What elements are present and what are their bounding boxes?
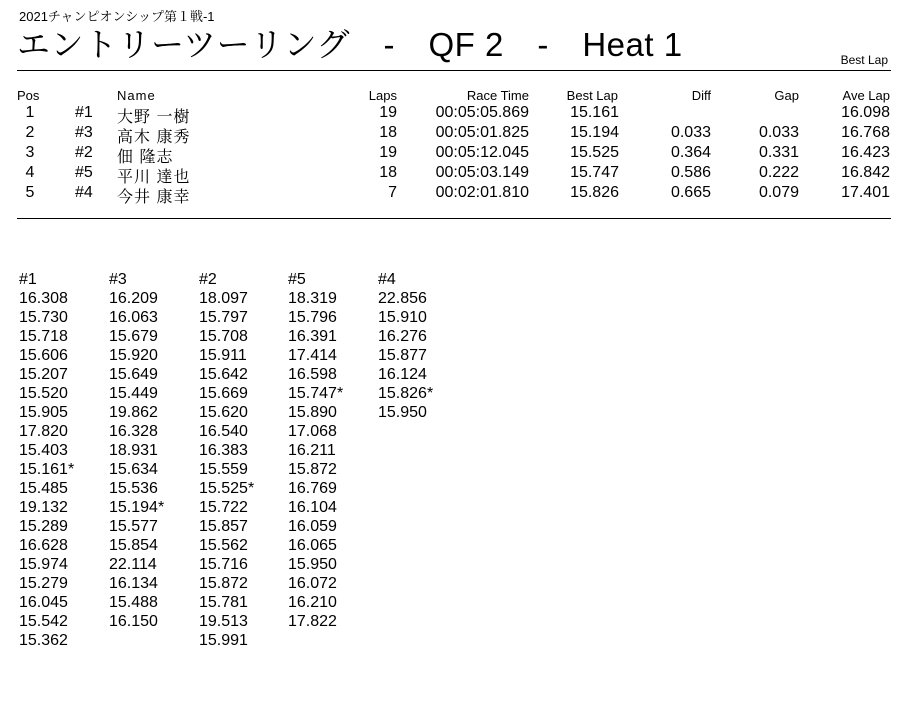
lap-time: 16.124 xyxy=(378,366,427,383)
lap-time: 15.449 xyxy=(109,385,158,402)
page-title: エントリーツーリング - QF 2 - Heat 1 xyxy=(17,26,683,63)
header-gap: Gap xyxy=(774,88,799,103)
lap-time: 16.209 xyxy=(109,290,158,307)
lap-time: 16.150 xyxy=(109,613,158,630)
lap-column-header: #4 xyxy=(378,271,396,288)
lap-time: 15.826* xyxy=(378,385,434,402)
lap-time: 15.577 xyxy=(109,518,158,535)
lap-time: 15.403 xyxy=(19,442,68,459)
lap-column xyxy=(109,270,164,631)
cell-best-lap: 15.194 xyxy=(570,124,619,141)
lap-time: 16.210 xyxy=(288,594,337,611)
cell-diff: 0.364 xyxy=(670,144,711,161)
cell-car-number: #1 xyxy=(75,104,93,121)
lap-time: 17.822 xyxy=(288,613,337,630)
lap-time: 16.769 xyxy=(288,480,337,497)
lap-time: 16.391 xyxy=(288,328,337,345)
lap-time: 16.059 xyxy=(288,518,337,535)
lap-time: 15.950 xyxy=(288,556,337,573)
lap-time: 15.289 xyxy=(19,518,68,535)
lap-time: 18.319 xyxy=(288,290,337,307)
header-diff: Diff xyxy=(691,88,711,103)
lap-time: 19.132 xyxy=(19,499,68,516)
header-name: Name xyxy=(117,88,156,103)
lap-time: 15.634 xyxy=(109,461,158,478)
cell-driver-name: 平川 達也 xyxy=(117,169,191,186)
cell-laps: 19 xyxy=(379,104,397,121)
lap-time: 15.722 xyxy=(199,499,248,516)
cell-car-number: #2 xyxy=(75,144,93,161)
header-pos: Pos xyxy=(17,88,40,103)
header-race-time: Race Time xyxy=(466,88,529,103)
cell-diff: 0.033 xyxy=(670,124,711,141)
lap-time: 15.781 xyxy=(199,594,248,611)
title-divider xyxy=(17,70,891,71)
cell-race-time: 00:05:01.825 xyxy=(435,124,529,141)
cell-driver-name: 大野 一樹 xyxy=(117,109,191,126)
lap-time: 15.910 xyxy=(378,309,427,326)
cell-race-time: 00:05:03.149 xyxy=(435,164,529,181)
table-row xyxy=(17,184,891,204)
lap-time: 15.606 xyxy=(19,347,68,364)
cell-race-time: 00:05:12.045 xyxy=(435,144,529,161)
cell-pos: 5 xyxy=(25,184,35,201)
lap-time: 15.161* xyxy=(19,461,75,478)
lap-time: 15.649 xyxy=(109,366,158,383)
cell-laps: 18 xyxy=(379,164,397,181)
lap-time: 17.414 xyxy=(288,347,337,364)
cell-ave-lap: 16.842 xyxy=(841,164,890,181)
lap-time: 15.796 xyxy=(288,309,337,326)
cell-gap: 0.331 xyxy=(758,144,799,161)
lap-column xyxy=(199,270,254,650)
lap-time: 15.485 xyxy=(19,480,68,497)
lap-time: 15.525* xyxy=(199,480,255,497)
lap-column xyxy=(378,270,433,422)
lap-time: 16.383 xyxy=(199,442,248,459)
table-row xyxy=(17,144,891,164)
cell-diff: 0.586 xyxy=(670,164,711,181)
lap-time: 16.540 xyxy=(199,423,248,440)
cell-best-lap: 15.161 xyxy=(570,104,619,121)
best-lap-tag: Best Lap xyxy=(840,53,888,67)
lap-time: 15.872 xyxy=(199,575,248,592)
lap-time: 22.856 xyxy=(378,290,427,307)
lap-time: 15.991 xyxy=(199,632,248,649)
lap-time: 16.063 xyxy=(109,309,158,326)
lap-time: 15.279 xyxy=(19,575,68,592)
lap-time: 15.669 xyxy=(199,385,248,402)
lap-column-header: #1 xyxy=(19,271,37,288)
cell-best-lap: 15.525 xyxy=(570,144,619,161)
lap-time: 15.679 xyxy=(109,328,158,345)
cell-car-number: #3 xyxy=(75,124,93,141)
lap-time: 22.114 xyxy=(109,556,157,573)
cell-gap: 0.222 xyxy=(758,164,799,181)
cell-driver-name: 高木 康秀 xyxy=(117,129,191,146)
cell-race-time: 00:02:01.810 xyxy=(435,184,529,201)
lap-time: 16.072 xyxy=(288,575,337,592)
cell-ave-lap: 16.423 xyxy=(841,144,890,161)
lap-time: 17.068 xyxy=(288,423,337,440)
cell-car-number: #4 xyxy=(75,184,93,201)
lap-time: 15.854 xyxy=(109,537,158,554)
results-table xyxy=(17,88,891,204)
lap-time: 16.134 xyxy=(109,575,158,592)
lap-time: 16.628 xyxy=(19,537,68,554)
lap-column-header: #5 xyxy=(288,271,306,288)
table-row xyxy=(17,124,891,144)
lap-time: 16.045 xyxy=(19,594,68,611)
lap-time: 15.872 xyxy=(288,461,337,478)
cell-gap: 0.033 xyxy=(758,124,799,141)
results-divider xyxy=(17,218,891,219)
lap-time: 15.718 xyxy=(19,328,68,345)
lap-time: 15.747* xyxy=(288,385,344,402)
cell-laps: 18 xyxy=(379,124,397,141)
cell-pos: 4 xyxy=(25,164,35,181)
lap-column xyxy=(19,270,74,650)
series-name: 2021チャンピオンシップ第１戦-1 xyxy=(19,9,215,24)
table-row xyxy=(17,104,891,124)
lap-time: 16.598 xyxy=(288,366,337,383)
cell-ave-lap: 16.098 xyxy=(841,104,890,121)
lap-time: 15.488 xyxy=(109,594,158,611)
lap-time: 19.513 xyxy=(199,613,248,630)
lap-time: 18.931 xyxy=(109,442,158,459)
lap-time: 15.877 xyxy=(378,347,427,364)
cell-best-lap: 15.747 xyxy=(570,164,619,181)
cell-race-time: 00:05:05.869 xyxy=(435,104,529,121)
cell-pos: 1 xyxy=(25,104,35,121)
cell-best-lap: 15.826 xyxy=(570,184,619,201)
cell-car-number: #5 xyxy=(75,164,93,181)
lap-time: 15.207 xyxy=(19,366,68,383)
lap-time: 15.797 xyxy=(199,309,248,326)
lap-time: 16.308 xyxy=(19,290,68,307)
lap-time: 15.857 xyxy=(199,518,248,535)
cell-driver-name: 佃 隆志 xyxy=(117,149,174,166)
lap-time: 15.708 xyxy=(199,328,248,345)
lap-time: 15.716 xyxy=(199,556,248,573)
cell-laps: 19 xyxy=(379,144,397,161)
lap-time: 15.536 xyxy=(109,480,158,497)
cell-ave-lap: 17.401 xyxy=(841,184,890,201)
lap-column-header: #2 xyxy=(199,271,217,288)
cell-laps: 7 xyxy=(388,184,397,201)
lap-time: 15.920 xyxy=(109,347,158,364)
lap-time: 15.194* xyxy=(109,499,165,516)
cell-diff: 0.665 xyxy=(670,184,711,201)
lap-time: 17.820 xyxy=(19,423,68,440)
lap-time: 18.097 xyxy=(199,290,248,307)
results-header-row xyxy=(17,88,891,104)
lap-time: 16.328 xyxy=(109,423,158,440)
table-row xyxy=(17,164,891,184)
lap-column-header: #3 xyxy=(109,271,127,288)
lap-time: 15.950 xyxy=(378,404,427,421)
lap-time: 16.211 xyxy=(288,442,336,459)
cell-ave-lap: 16.768 xyxy=(841,124,890,141)
lap-time: 15.905 xyxy=(19,404,68,421)
cell-driver-name: 今井 康幸 xyxy=(117,189,191,206)
lap-time: 16.276 xyxy=(378,328,427,345)
cell-pos: 2 xyxy=(25,124,35,141)
lap-time: 15.974 xyxy=(19,556,68,573)
lap-time: 15.890 xyxy=(288,404,337,421)
lap-time: 16.104 xyxy=(288,499,337,516)
lap-time: 15.620 xyxy=(199,404,248,421)
lap-time: 15.542 xyxy=(19,613,68,630)
cell-gap: 0.079 xyxy=(758,184,799,201)
header-ave-lap: Ave Lap xyxy=(842,88,890,103)
lap-time: 15.642 xyxy=(199,366,248,383)
header-best-lap: Best Lap xyxy=(566,88,618,103)
lap-time: 19.862 xyxy=(109,404,158,421)
lap-time: 16.065 xyxy=(288,537,337,554)
lap-time: 15.730 xyxy=(19,309,68,326)
lap-time: 15.559 xyxy=(199,461,248,478)
lap-time: 15.911 xyxy=(199,347,247,364)
lap-time: 15.362 xyxy=(19,632,68,649)
header-laps: Laps xyxy=(368,88,397,103)
results-body xyxy=(17,104,891,204)
lap-time: 15.520 xyxy=(19,385,68,402)
lap-column xyxy=(288,270,343,631)
lap-time: 15.562 xyxy=(199,537,248,554)
cell-pos: 3 xyxy=(25,144,35,161)
